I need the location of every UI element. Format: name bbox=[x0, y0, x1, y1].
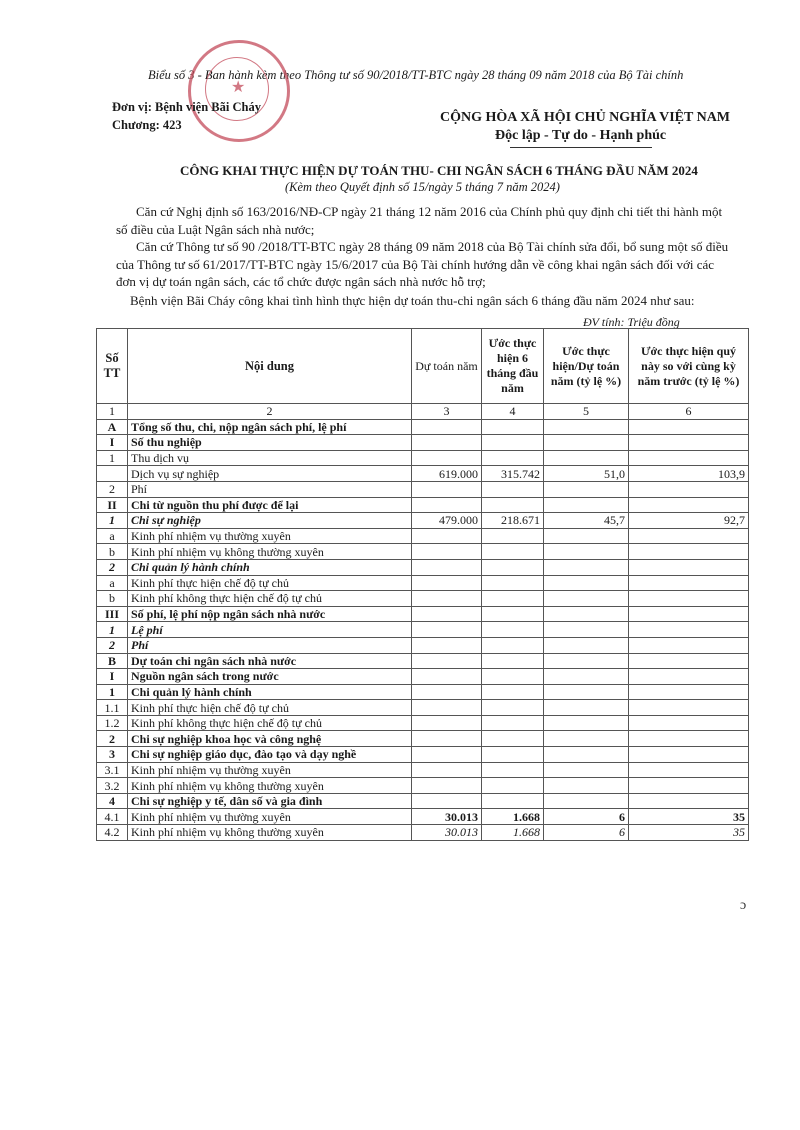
row-six-month-actual bbox=[482, 669, 544, 685]
row-content: Số thu nghiệp bbox=[128, 435, 412, 451]
row-stt bbox=[97, 466, 128, 482]
table-row bbox=[97, 528, 749, 544]
row-ratio-prev-year bbox=[629, 793, 749, 809]
row-content: Kinh phí thực hiện chế độ tự chủ bbox=[128, 575, 412, 591]
table-row bbox=[97, 622, 749, 638]
row-ratio-prev-year bbox=[629, 700, 749, 716]
header-stt: Số TT bbox=[97, 329, 128, 404]
row-six-month-actual bbox=[482, 637, 544, 653]
row-ratio-estimate bbox=[544, 731, 629, 747]
row-annual-estimate bbox=[412, 653, 482, 669]
row-ratio-prev-year: 103,9 bbox=[629, 466, 749, 482]
row-ratio-estimate bbox=[544, 435, 629, 451]
row-ratio-estimate bbox=[544, 622, 629, 638]
row-content: Phí bbox=[128, 481, 412, 497]
row-ratio-estimate bbox=[544, 528, 629, 544]
row-ratio-estimate bbox=[544, 715, 629, 731]
row-six-month-actual bbox=[482, 700, 544, 716]
index-cell: 3 bbox=[412, 404, 482, 420]
table-row bbox=[97, 637, 749, 653]
row-six-month-actual: 1.668 bbox=[482, 825, 544, 841]
table-row bbox=[97, 809, 749, 825]
table-row bbox=[97, 669, 749, 685]
index-cell: 4 bbox=[482, 404, 544, 420]
row-six-month-actual bbox=[482, 575, 544, 591]
handwritten-mark: ɔ bbox=[740, 898, 747, 913]
row-content: Chi từ nguồn thu phí được để lại bbox=[128, 497, 412, 513]
table-row bbox=[97, 466, 749, 482]
row-annual-estimate bbox=[412, 731, 482, 747]
row-annual-estimate bbox=[412, 559, 482, 575]
table-row bbox=[97, 435, 749, 451]
row-ratio-estimate bbox=[544, 591, 629, 607]
row-stt: B bbox=[97, 653, 128, 669]
table-row bbox=[97, 731, 749, 747]
table-row bbox=[97, 606, 749, 622]
row-content: Chi quản lý hành chính bbox=[128, 684, 412, 700]
table-row bbox=[97, 559, 749, 575]
row-ratio-estimate: 6 bbox=[544, 809, 629, 825]
table-row bbox=[97, 419, 749, 435]
row-annual-estimate bbox=[412, 747, 482, 763]
row-ratio-prev-year bbox=[629, 684, 749, 700]
row-stt: b bbox=[97, 591, 128, 607]
row-annual-estimate bbox=[412, 700, 482, 716]
header-annual-estimate: Dự toán năm bbox=[412, 329, 482, 404]
row-stt: 1 bbox=[97, 513, 128, 529]
row-ratio-prev-year bbox=[629, 559, 749, 575]
row-ratio-prev-year bbox=[629, 606, 749, 622]
row-ratio-estimate bbox=[544, 481, 629, 497]
row-ratio-prev-year: 92,7 bbox=[629, 513, 749, 529]
row-content: Kinh phí nhiệm vụ không thường xuyên bbox=[128, 825, 412, 841]
row-ratio-prev-year bbox=[629, 747, 749, 763]
table-row bbox=[97, 715, 749, 731]
row-stt: 1 bbox=[97, 684, 128, 700]
legal-basis-paragraph-2: Căn cứ Thông tư số 90 /2018/TT-BTC ngày 28 tháng 09 năm 2018 của Bộ Tài chính sửa đổi, bổ sung một số điều của Thông tư số 61/2017/TT-BTC ngày 15/6/2017 của Bộ Tài chính hướng dẫn về công khai ngân sách đối với các đơn vị dự toán ngân sách, các tổ chức được ngân sách nhà nước hỗ trợ; bbox=[116, 239, 729, 289]
row-ratio-estimate bbox=[544, 669, 629, 685]
row-content: Kinh phí không thực hiện chế độ tự chủ bbox=[128, 591, 412, 607]
row-stt: 4 bbox=[97, 793, 128, 809]
seal-star-icon: ★ bbox=[231, 79, 246, 96]
row-ratio-prev-year bbox=[629, 715, 749, 731]
row-content: Tổng số thu, chi, nộp ngân sách phí, lệ phí bbox=[128, 419, 412, 435]
table-row bbox=[97, 653, 749, 669]
row-ratio-estimate bbox=[544, 637, 629, 653]
national-motto: Độc lập - Tự do - Hạnh phúc bbox=[495, 128, 667, 143]
row-annual-estimate bbox=[412, 606, 482, 622]
row-ratio-estimate bbox=[544, 700, 629, 716]
table-row bbox=[97, 481, 749, 497]
row-annual-estimate bbox=[412, 575, 482, 591]
row-ratio-estimate: 6 bbox=[544, 825, 629, 841]
row-ratio-estimate bbox=[544, 778, 629, 794]
row-stt: 2 bbox=[97, 731, 128, 747]
row-annual-estimate bbox=[412, 793, 482, 809]
row-annual-estimate bbox=[412, 419, 482, 435]
row-stt: a bbox=[97, 528, 128, 544]
row-annual-estimate bbox=[412, 450, 482, 466]
row-ratio-prev-year bbox=[629, 450, 749, 466]
row-ratio-estimate bbox=[544, 559, 629, 575]
row-ratio-prev-year bbox=[629, 575, 749, 591]
row-content: Thu dịch vụ bbox=[128, 450, 412, 466]
row-content: Số phí, lệ phí nộp ngân sách nhà nước bbox=[128, 606, 412, 622]
row-six-month-actual: 315.742 bbox=[482, 466, 544, 482]
row-ratio-estimate bbox=[544, 497, 629, 513]
row-six-month-actual bbox=[482, 653, 544, 669]
row-stt: II bbox=[97, 497, 128, 513]
header-ratio-prev-year: Ước thực hiện quý này so với cùng kỳ năm trước (tỷ lệ %) bbox=[629, 329, 749, 404]
row-content: Dịch vụ sự nghiệp bbox=[128, 466, 412, 482]
row-stt: 2 bbox=[97, 559, 128, 575]
row-ratio-prev-year: 35 bbox=[629, 809, 749, 825]
row-six-month-actual bbox=[482, 450, 544, 466]
attachment-note: (Kèm theo Quyết định số 15/ngày 5 tháng 7 năm 2024) bbox=[285, 180, 560, 194]
row-content: Kinh phí nhiệm vụ không thường xuyên bbox=[128, 544, 412, 560]
row-six-month-actual bbox=[482, 528, 544, 544]
row-six-month-actual bbox=[482, 559, 544, 575]
row-annual-estimate bbox=[412, 778, 482, 794]
official-seal bbox=[188, 40, 290, 142]
row-stt: 3 bbox=[97, 747, 128, 763]
row-ratio-estimate: 51,0 bbox=[544, 466, 629, 482]
row-annual-estimate: 479.000 bbox=[412, 513, 482, 529]
row-six-month-actual bbox=[482, 544, 544, 560]
budget-table bbox=[96, 328, 749, 841]
row-stt: 4.1 bbox=[97, 809, 128, 825]
row-annual-estimate bbox=[412, 637, 482, 653]
row-six-month-actual bbox=[482, 762, 544, 778]
row-ratio-prev-year: 35 bbox=[629, 825, 749, 841]
table-row bbox=[97, 793, 749, 809]
row-ratio-estimate bbox=[544, 575, 629, 591]
motto-underline bbox=[510, 147, 652, 148]
row-six-month-actual bbox=[482, 793, 544, 809]
table-row bbox=[97, 825, 749, 841]
row-content: Kinh phí không thực hiện chế độ tự chủ bbox=[128, 715, 412, 731]
row-six-month-actual bbox=[482, 731, 544, 747]
row-stt: 3.2 bbox=[97, 778, 128, 794]
row-ratio-prev-year bbox=[629, 435, 749, 451]
row-stt: III bbox=[97, 606, 128, 622]
intro-paragraph: Bệnh viện Bãi Cháy công khai tình hình thực hiện dự toán thu-chi ngân sách 6 tháng đầu năm 2024 như sau: bbox=[130, 293, 695, 308]
row-content: Lệ phí bbox=[128, 622, 412, 638]
row-ratio-estimate bbox=[544, 653, 629, 669]
row-annual-estimate bbox=[412, 762, 482, 778]
row-stt: 1 bbox=[97, 622, 128, 638]
table-row bbox=[97, 700, 749, 716]
row-stt: 4.2 bbox=[97, 825, 128, 841]
index-cell: 2 bbox=[128, 404, 412, 420]
row-stt: b bbox=[97, 544, 128, 560]
row-six-month-actual bbox=[482, 435, 544, 451]
row-content: Kinh phí nhiệm vụ thường xuyên bbox=[128, 762, 412, 778]
row-stt: 1.1 bbox=[97, 700, 128, 716]
index-cell: 1 bbox=[97, 404, 128, 420]
row-ratio-estimate bbox=[544, 606, 629, 622]
row-annual-estimate bbox=[412, 669, 482, 685]
row-content: Kinh phí nhiệm vụ thường xuyên bbox=[128, 809, 412, 825]
row-six-month-actual bbox=[482, 684, 544, 700]
row-stt: I bbox=[97, 435, 128, 451]
row-six-month-actual: 218.671 bbox=[482, 513, 544, 529]
row-content: Kinh phí nhiệm vụ thường xuyên bbox=[128, 528, 412, 544]
row-ratio-prev-year bbox=[629, 481, 749, 497]
row-ratio-prev-year bbox=[629, 544, 749, 560]
row-stt: 1.2 bbox=[97, 715, 128, 731]
row-six-month-actual bbox=[482, 747, 544, 763]
row-six-month-actual bbox=[482, 715, 544, 731]
table-row bbox=[97, 747, 749, 763]
row-ratio-prev-year bbox=[629, 497, 749, 513]
row-annual-estimate bbox=[412, 544, 482, 560]
row-annual-estimate: 30.013 bbox=[412, 809, 482, 825]
row-ratio-prev-year bbox=[629, 591, 749, 607]
row-annual-estimate bbox=[412, 591, 482, 607]
row-annual-estimate: 30.013 bbox=[412, 825, 482, 841]
row-content: Kinh phí nhiệm vụ không thường xuyên bbox=[128, 778, 412, 794]
row-annual-estimate bbox=[412, 481, 482, 497]
row-ratio-prev-year bbox=[629, 778, 749, 794]
table-row bbox=[97, 684, 749, 700]
row-content: Chi sự nghiệp bbox=[128, 513, 412, 529]
row-content: Phí bbox=[128, 637, 412, 653]
table-row bbox=[97, 575, 749, 591]
row-content: Chi quản lý hành chính bbox=[128, 559, 412, 575]
table-row bbox=[97, 762, 749, 778]
index-cell: 5 bbox=[544, 404, 629, 420]
row-content: Nguồn ngân sách trong nước bbox=[128, 669, 412, 685]
row-ratio-estimate bbox=[544, 544, 629, 560]
row-stt: a bbox=[97, 575, 128, 591]
table-row bbox=[97, 497, 749, 513]
row-ratio-prev-year bbox=[629, 669, 749, 685]
row-stt: 3.1 bbox=[97, 762, 128, 778]
table-row bbox=[97, 591, 749, 607]
row-content: Chi sự nghiệp khoa học và công nghệ bbox=[128, 731, 412, 747]
row-stt: 2 bbox=[97, 637, 128, 653]
row-ratio-estimate bbox=[544, 450, 629, 466]
row-six-month-actual bbox=[482, 622, 544, 638]
header-content: Nội dung bbox=[128, 329, 412, 404]
row-stt: 2 bbox=[97, 481, 128, 497]
header-six-month-actual: Ước thực hiện 6 tháng đầu năm bbox=[482, 329, 544, 404]
chapter-label: Chương: 423 bbox=[112, 118, 182, 132]
form-note: Biểu số 3 - Ban hành kèm theo Thông tư số 90/2018/TT-BTC ngày 28 tháng 09 năm 2018 của Bộ Tài chính bbox=[148, 68, 684, 82]
row-six-month-actual bbox=[482, 419, 544, 435]
row-ratio-prev-year bbox=[629, 637, 749, 653]
table-row bbox=[97, 450, 749, 466]
row-ratio-estimate bbox=[544, 747, 629, 763]
row-six-month-actual bbox=[482, 591, 544, 607]
row-annual-estimate: 619.000 bbox=[412, 466, 482, 482]
row-ratio-estimate bbox=[544, 762, 629, 778]
row-six-month-actual bbox=[482, 481, 544, 497]
row-annual-estimate bbox=[412, 622, 482, 638]
unit-note: ĐV tính: Triệu đồng bbox=[583, 315, 680, 329]
row-ratio-estimate bbox=[544, 684, 629, 700]
row-six-month-actual bbox=[482, 497, 544, 513]
row-six-month-actual: 1.668 bbox=[482, 809, 544, 825]
index-cell: 6 bbox=[629, 404, 749, 420]
row-ratio-prev-year bbox=[629, 762, 749, 778]
row-annual-estimate bbox=[412, 497, 482, 513]
column-index-row bbox=[97, 404, 749, 420]
row-stt: A bbox=[97, 419, 128, 435]
row-annual-estimate bbox=[412, 528, 482, 544]
row-ratio-prev-year bbox=[629, 419, 749, 435]
row-stt: I bbox=[97, 669, 128, 685]
row-ratio-prev-year bbox=[629, 622, 749, 638]
row-content: Chi sự nghiệp giáo dục, đào tạo và dạy nghề bbox=[128, 747, 412, 763]
row-ratio-estimate: 45,7 bbox=[544, 513, 629, 529]
row-ratio-prev-year bbox=[629, 731, 749, 747]
row-six-month-actual bbox=[482, 606, 544, 622]
row-ratio-prev-year bbox=[629, 528, 749, 544]
table-row bbox=[97, 778, 749, 794]
row-content: Chi sự nghiệp y tế, dân số và gia đình bbox=[128, 793, 412, 809]
table-row bbox=[97, 544, 749, 560]
row-stt: 1 bbox=[97, 450, 128, 466]
row-annual-estimate bbox=[412, 435, 482, 451]
row-content: Dự toán chi ngân sách nhà nước bbox=[128, 653, 412, 669]
row-ratio-estimate bbox=[544, 419, 629, 435]
row-ratio-estimate bbox=[544, 793, 629, 809]
row-annual-estimate bbox=[412, 684, 482, 700]
table-row bbox=[97, 513, 749, 529]
document-title: CÔNG KHAI THỰC HIỆN DỰ TOÁN THU- CHI NGÂN SÁCH 6 THÁNG ĐẦU NĂM 2024 bbox=[180, 163, 698, 178]
unit-label: Đơn vị: Bệnh viện Bãi Cháy bbox=[112, 100, 261, 114]
nation-title: CỘNG HÒA XÃ HỘI CHỦ NGHĨA VIỆT NAM bbox=[440, 110, 731, 125]
row-annual-estimate bbox=[412, 715, 482, 731]
header-ratio-estimate: Ước thực hiện/Dự toán năm (tỷ lệ %) bbox=[544, 329, 629, 404]
row-ratio-prev-year bbox=[629, 653, 749, 669]
row-content: Kinh phí thực hiện chế độ tự chủ bbox=[128, 700, 412, 716]
legal-basis-paragraph-1: Căn cứ Nghị định số 163/2016/NĐ-CP ngày 21 tháng 12 năm 2016 của Chính phủ quy định chi tiết thi hành một số điều của Luật Ngân sách nhà nước; bbox=[116, 204, 723, 237]
row-six-month-actual bbox=[482, 778, 544, 794]
